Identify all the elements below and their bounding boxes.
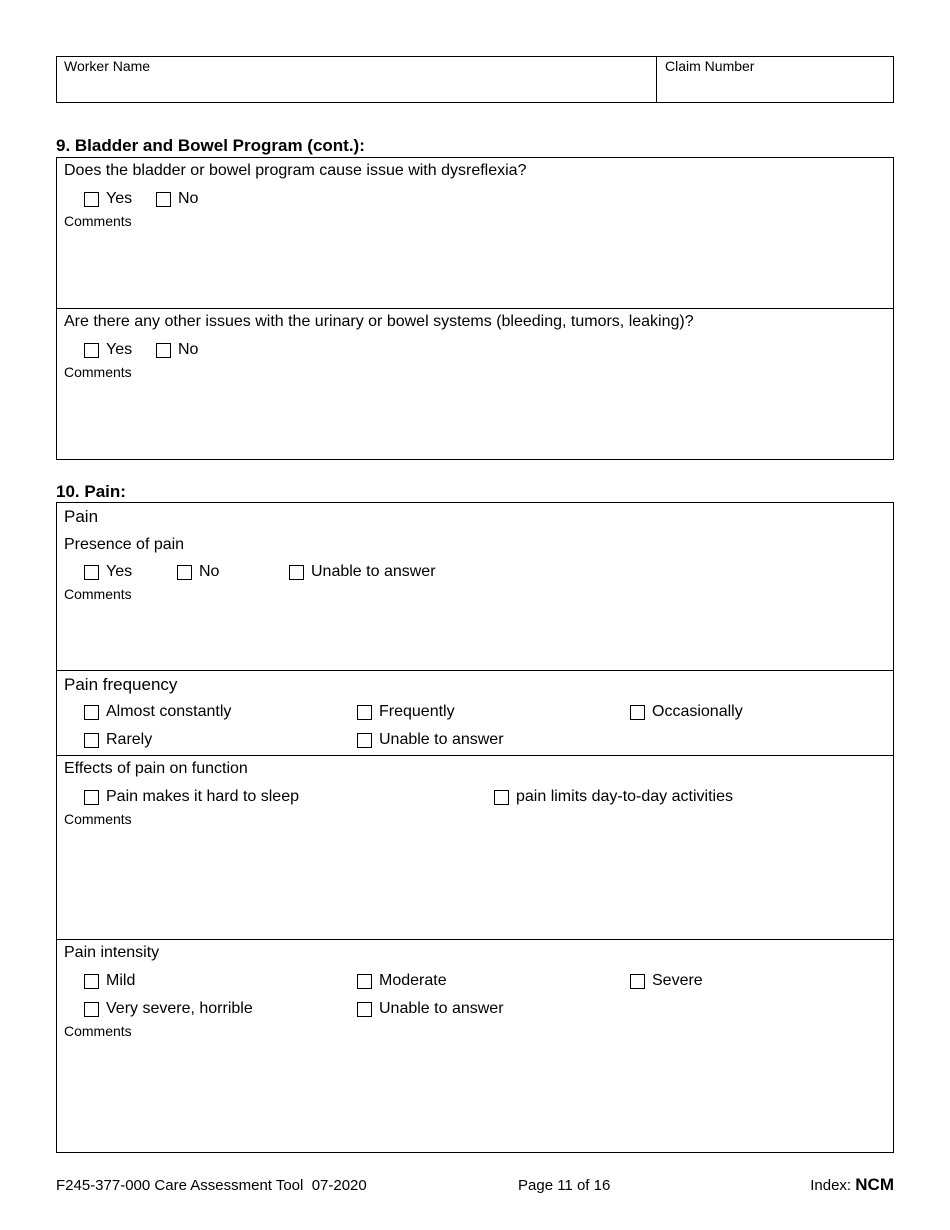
page-number: Page 11 of 16: [518, 1177, 611, 1194]
urinary-issues-question: Are there any other issues with the urinary or bowel systems (bleeding, tumors, leaking)?: [64, 313, 694, 330]
effects-sleep-option[interactable]: Pain makes it hard to sleep: [84, 788, 299, 806]
section-9-divider: [56, 308, 894, 309]
presence-comments-label: Comments: [64, 586, 132, 602]
presence-yes-option[interactable]: Yes: [84, 563, 132, 581]
checkbox[interactable]: [84, 790, 99, 805]
presence-no-option[interactable]: No: [177, 563, 219, 581]
effects-comments-label: Comments: [64, 811, 132, 827]
frequency-frequently-option[interactable]: Frequently: [357, 703, 455, 721]
checkbox[interactable]: [357, 705, 372, 720]
frequency-rarely-option[interactable]: Rarely: [84, 731, 152, 749]
intensity-unable-option[interactable]: Unable to answer: [357, 1000, 504, 1018]
claim-number-label: Claim Number: [665, 58, 755, 74]
intensity-severe-option[interactable]: Severe: [630, 972, 703, 990]
frequency-almost-constantly-option[interactable]: Almost constantly: [84, 703, 231, 721]
checkbox[interactable]: [84, 343, 99, 358]
checkbox[interactable]: [84, 192, 99, 207]
section-10-title: 10. Pain:: [56, 482, 126, 501]
dysreflexia-yes-option[interactable]: Yes: [84, 190, 132, 208]
dysreflexia-comments-field[interactable]: [60, 232, 890, 304]
dysreflexia-no-option[interactable]: No: [156, 190, 198, 208]
index-label: Index:: [810, 1177, 852, 1194]
pain-effects-divider: [56, 755, 894, 756]
presence-of-pain-question: Presence of pain: [64, 536, 185, 553]
presence-comments-field[interactable]: [60, 605, 890, 667]
worker-name-field[interactable]: [57, 76, 655, 102]
pain-intensity-divider: [56, 939, 894, 940]
urinary-issues-no-option[interactable]: No: [156, 341, 198, 359]
form-id: F245-377-000 Care Assessment Tool 07-2020: [56, 1177, 367, 1194]
frequency-unable-option[interactable]: Unable to answer: [357, 731, 504, 749]
intensity-mild-option[interactable]: Mild: [84, 972, 135, 990]
checkbox[interactable]: [357, 974, 372, 989]
checkbox[interactable]: [156, 192, 171, 207]
checkbox[interactable]: [84, 974, 99, 989]
checkbox[interactable]: [84, 1002, 99, 1017]
index-block: [810, 1175, 894, 1195]
checkbox[interactable]: [84, 733, 99, 748]
checkbox[interactable]: [630, 705, 645, 720]
checkbox[interactable]: [494, 790, 509, 805]
checkbox[interactable]: [84, 565, 99, 580]
intensity-very-severe-option[interactable]: Very severe, horrible: [84, 1000, 253, 1018]
urinary-issues-comments-field[interactable]: [60, 383, 890, 455]
checkbox[interactable]: [289, 565, 304, 580]
pain-subheading: Pain: [64, 507, 99, 526]
index-value: NCM: [855, 1175, 894, 1194]
worker-name-label: Worker Name: [64, 58, 151, 74]
dysreflexia-comments-label: Comments: [64, 213, 132, 229]
checkbox[interactable]: [357, 1002, 372, 1017]
effects-comments-field[interactable]: [60, 830, 890, 935]
pain-effects-question: Effects of pain on function: [64, 760, 248, 777]
presence-unable-option[interactable]: Unable to answer: [289, 563, 436, 581]
intensity-comments-label: Comments: [64, 1023, 132, 1039]
urinary-issues-yes-option[interactable]: Yes: [84, 341, 132, 359]
effects-activities-option[interactable]: pain limits day-to-day activities: [494, 788, 733, 806]
checkbox[interactable]: [156, 343, 171, 358]
checkbox[interactable]: [357, 733, 372, 748]
checkbox[interactable]: [630, 974, 645, 989]
urinary-issues-comments-label: Comments: [64, 364, 132, 380]
frequency-occasionally-option[interactable]: Occasionally: [630, 703, 743, 721]
pain-frequency-divider: [56, 670, 894, 671]
section-9-title: 9. Bladder and Bowel Program (cont.):: [56, 136, 365, 155]
checkbox[interactable]: [84, 705, 99, 720]
checkbox[interactable]: [177, 565, 192, 580]
claim-number-field[interactable]: [657, 76, 893, 102]
dysreflexia-question: Does the bladder or bowel program cause issue with dysreflexia?: [64, 162, 527, 179]
intensity-comments-field[interactable]: [60, 1042, 890, 1148]
pain-frequency-question: Pain frequency: [64, 675, 178, 694]
pain-intensity-question: Pain intensity: [64, 944, 160, 961]
intensity-moderate-option[interactable]: Moderate: [357, 972, 447, 990]
